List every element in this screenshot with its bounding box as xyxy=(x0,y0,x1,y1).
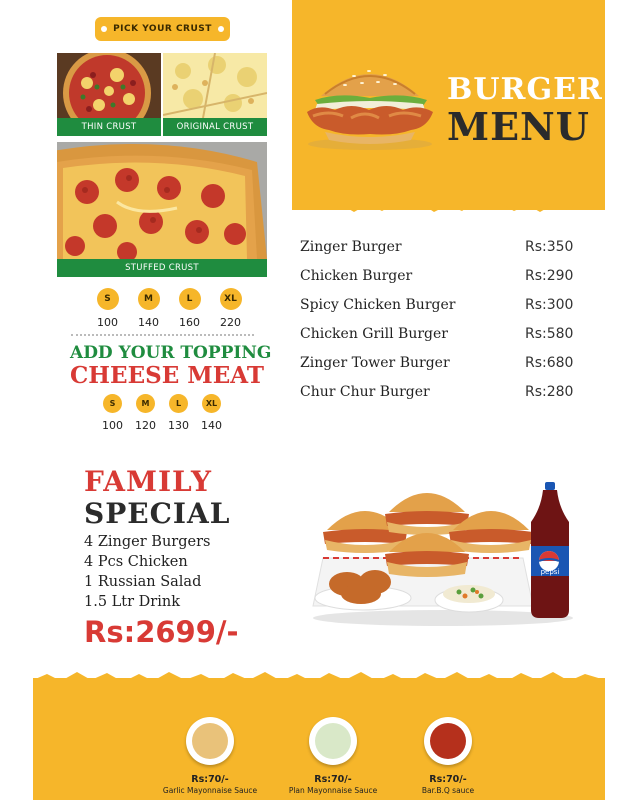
family-price: Rs:2699/- xyxy=(84,615,239,649)
stuffed-crust-label: STUFFED CRUST xyxy=(57,259,267,277)
bottle-label: pepsi xyxy=(540,568,560,576)
size-badge: S xyxy=(103,394,122,413)
torn-paper-edge xyxy=(292,185,605,225)
size-badge: M xyxy=(138,288,160,310)
family-title-line1: FAMILY xyxy=(84,465,212,498)
menu-item xyxy=(300,294,600,323)
size-price: 140 xyxy=(138,316,159,329)
zinger-burger-image xyxy=(299,58,441,152)
size-badge: M xyxy=(136,394,155,413)
garlic-sauce-bowl-icon xyxy=(186,717,234,765)
menu-item-price: Rs:680 xyxy=(525,355,574,371)
mayonnaise-bowl-icon xyxy=(309,717,357,765)
menu-item xyxy=(300,352,600,381)
topping-size-item xyxy=(129,394,162,432)
stuffed-crust-image xyxy=(57,142,267,259)
menu-item-name: Spicy Chicken Burger xyxy=(300,297,456,313)
family-item: 1 Russian Salad xyxy=(84,574,202,590)
size-price: 140 xyxy=(201,419,222,432)
crust-size-options xyxy=(87,288,251,329)
menu-item-price: Rs:580 xyxy=(525,326,574,342)
crust-size-item xyxy=(128,288,169,329)
size-price: 160 xyxy=(179,316,200,329)
size-badge: S xyxy=(97,288,119,310)
menu-item-name: Chicken Grill Burger xyxy=(300,326,448,342)
size-badge: XL xyxy=(202,394,221,413)
size-price: 120 xyxy=(135,419,156,432)
sauce-price: Rs:70/- xyxy=(314,774,352,785)
menu-item-name: Chur Chur Burger xyxy=(300,384,430,400)
topping-size-item xyxy=(162,394,195,432)
topping-subheading: CHEESE MEAT xyxy=(70,362,264,389)
section-divider xyxy=(71,334,254,336)
crust-size-item xyxy=(169,288,210,329)
crust-size-item xyxy=(87,288,128,329)
family-item: 4 Zinger Burgers xyxy=(84,534,211,550)
sauce-price: Rs:70/- xyxy=(429,774,467,785)
size-price: 100 xyxy=(97,316,118,329)
size-price: 130 xyxy=(168,419,189,432)
size-price: 220 xyxy=(220,316,241,329)
family-deal-image xyxy=(303,478,593,628)
thin-crust-image xyxy=(57,53,161,118)
size-badge: L xyxy=(179,288,201,310)
size-badge: L xyxy=(169,394,188,413)
menu-item-name: Zinger Burger xyxy=(300,239,402,255)
sauce-item-plain-mayo xyxy=(273,717,393,795)
size-badge: XL xyxy=(220,288,242,310)
header-title-burger: BURGER xyxy=(447,72,603,107)
topping-size-item xyxy=(195,394,228,432)
menu-page xyxy=(33,0,605,800)
menu-item-name: Zinger Tower Burger xyxy=(300,355,450,371)
menu-item-name: Chicken Burger xyxy=(300,268,413,284)
menu-item-price: Rs:290 xyxy=(525,268,574,284)
family-items-list xyxy=(84,532,210,612)
thin-crust-label: THIN CRUST xyxy=(57,118,161,136)
sauce-price: Rs:70/- xyxy=(191,774,229,785)
pick-crust-heading: PICK YOUR CRUST xyxy=(95,17,230,41)
menu-item-price: Rs:280 xyxy=(525,384,574,400)
crust-size-item xyxy=(210,288,251,329)
family-item: 4 Pcs Chicken xyxy=(84,554,188,570)
size-price: 100 xyxy=(102,419,123,432)
family-item: 1.5 Ltr Drink xyxy=(84,594,180,610)
sauce-name: Garlic Mayonnaise Sauce xyxy=(162,786,258,795)
menu-item xyxy=(300,381,600,410)
pepsi-bottle xyxy=(531,482,569,618)
family-title-line2: SPECIAL xyxy=(84,497,231,530)
original-crust-image xyxy=(163,53,267,118)
topping-size-options xyxy=(96,394,228,432)
topping-heading: ADD YOUR TOPPING xyxy=(70,343,272,363)
sauce-name: Plan Mayonnaise Sauce xyxy=(288,786,378,795)
menu-item-price: Rs:350 xyxy=(525,239,574,255)
torn-paper-edge xyxy=(33,660,605,695)
topping-size-item xyxy=(96,394,129,432)
sauce-item-bbq xyxy=(388,717,508,795)
sauce-item-garlic xyxy=(150,717,270,795)
menu-item xyxy=(300,323,600,352)
header-title-menu: MENU xyxy=(447,104,590,149)
menu-item xyxy=(300,236,600,265)
burger-menu-list xyxy=(300,236,600,410)
original-crust-label: ORIGINAL CRUST xyxy=(163,118,267,136)
menu-item-price: Rs:300 xyxy=(525,297,574,313)
bbq-sauce-bowl-icon xyxy=(424,717,472,765)
sauce-name: Bar.B.Q sauce xyxy=(421,786,475,795)
menu-item xyxy=(300,265,600,294)
